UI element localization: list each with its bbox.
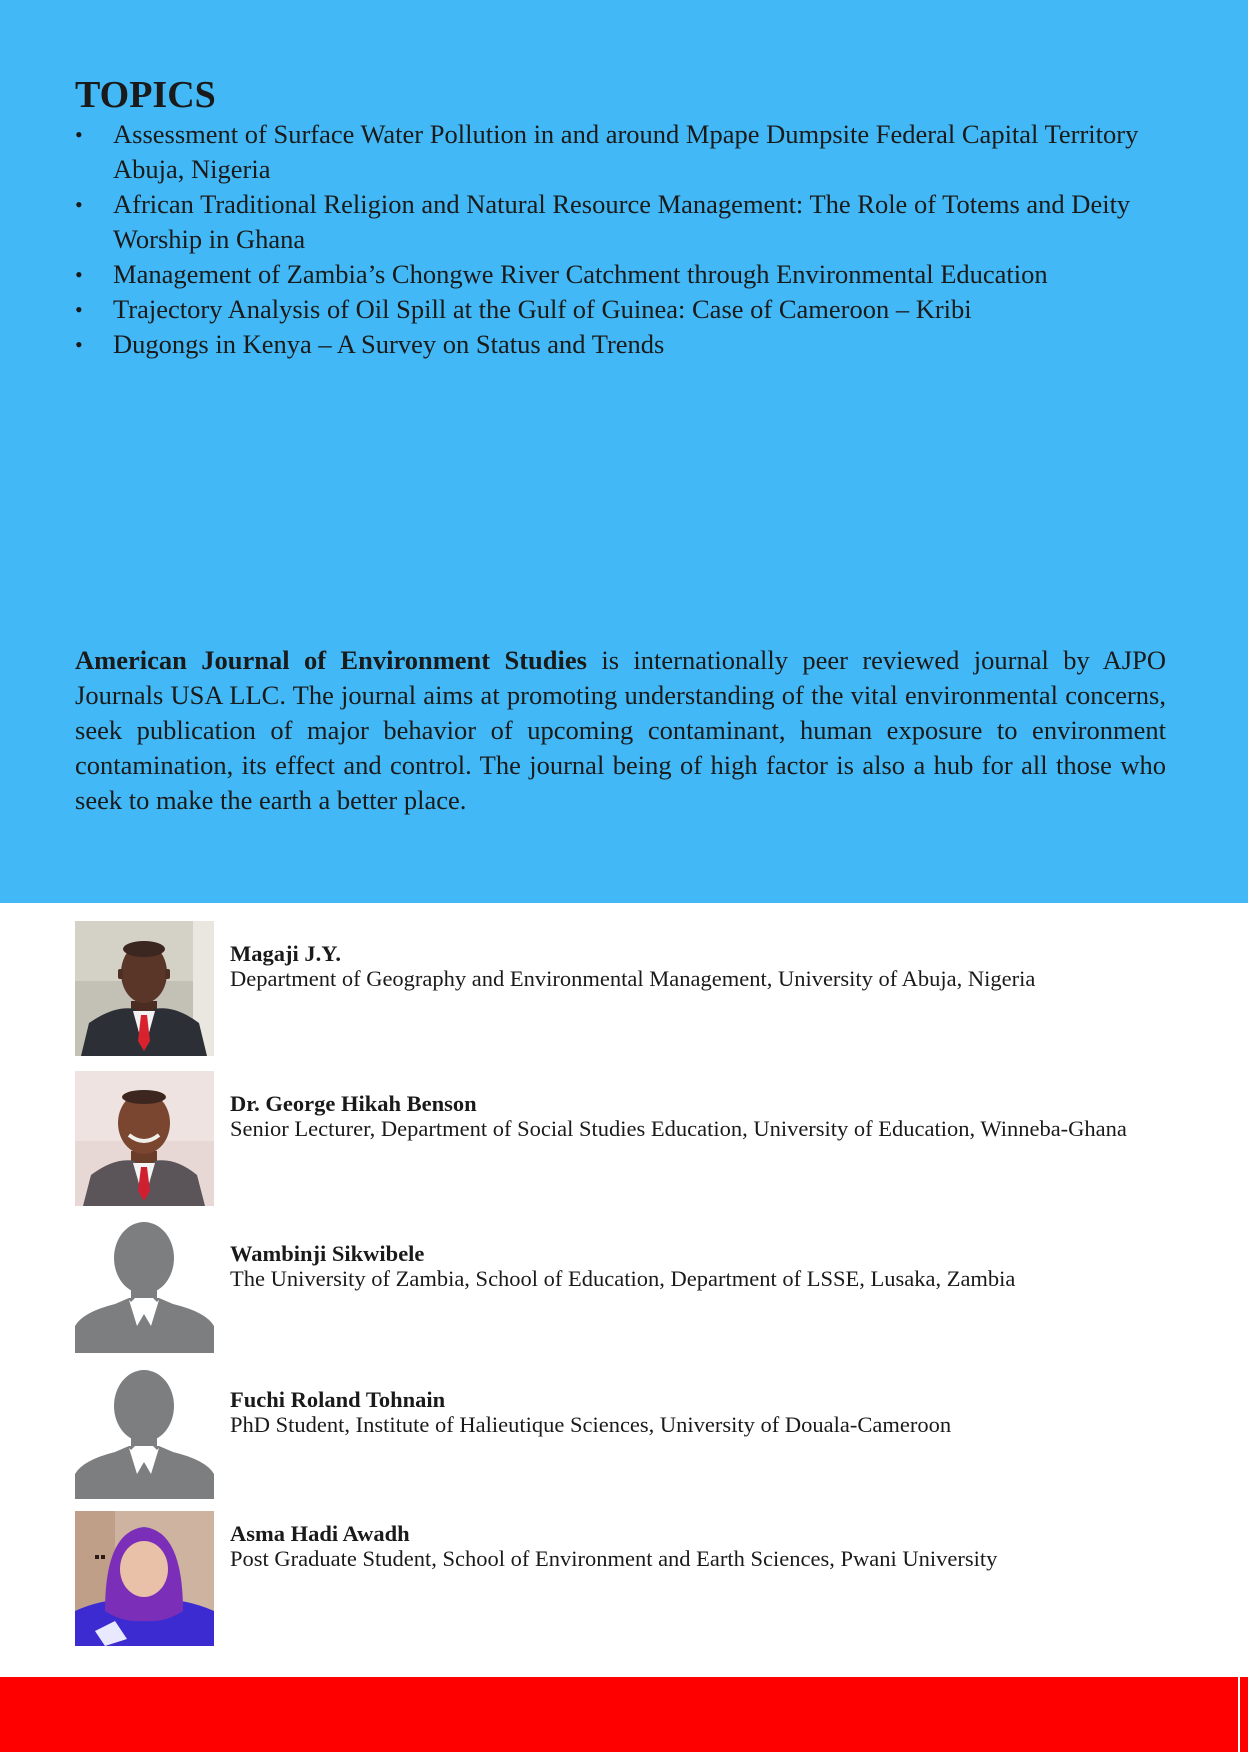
author-card xyxy=(75,1511,1195,1646)
bullet-icon: • xyxy=(75,262,83,287)
author-affiliation: The University of Zambia, School of Education, Department of LSSE, Lusaka, Zambia xyxy=(230,1266,1016,1291)
author-photo-awadh xyxy=(75,1511,214,1646)
topic-item xyxy=(75,327,1185,362)
author-name: Asma Hadi Awadh xyxy=(230,1521,410,1546)
topic-text: Dugongs in Kenya – A Survey on Status and Trends xyxy=(113,329,665,359)
bullet-icon: • xyxy=(75,332,83,357)
author-name: Fuchi Roland Tohnain xyxy=(230,1387,446,1412)
author-card xyxy=(75,1071,1195,1206)
bullet-icon: • xyxy=(75,297,83,322)
topic-item xyxy=(75,117,1185,187)
author-affiliation: PhD Student, Institute of Halieutique Sciences, University of Douala-Cameroon xyxy=(230,1412,952,1437)
journal-description xyxy=(75,643,1166,818)
author-name: Dr. George Hikah Benson xyxy=(230,1091,477,1116)
journal-name: American Journal of Environment Studies xyxy=(75,645,587,675)
topic-text: Assessment of Surface Water Pollution in and around Mpape Dumpsite Federal Capital Territory Abuja, Nigeria xyxy=(113,119,1139,184)
topic-item xyxy=(75,187,1185,257)
bullet-icon: • xyxy=(75,192,83,217)
author-name: Magaji J.Y. xyxy=(230,941,342,966)
topic-text: African Traditional Religion and Natural Resource Management: The Role of Totems and Deity Worship in Ghana xyxy=(113,189,1131,254)
topic-text: Management of Zambia’s Chongwe River Catchment through Environmental Education xyxy=(113,259,1048,289)
author-card xyxy=(75,921,1195,1056)
topic-item xyxy=(75,292,1185,327)
author-card xyxy=(75,1364,1195,1499)
avatar-placeholder-icon xyxy=(75,1364,214,1499)
footer-divider xyxy=(1238,1677,1240,1752)
author-name: Wambinji Sikwibele xyxy=(230,1241,425,1266)
avatar-placeholder-icon xyxy=(75,1218,214,1353)
topic-item xyxy=(75,257,1185,292)
author-affiliation: Post Graduate Student, School of Environment and Earth Sciences, Pwani University xyxy=(230,1546,998,1571)
author-affiliation: Senior Lecturer, Department of Social Studies Education, University of Education, Winneba-Ghana xyxy=(230,1116,1127,1141)
footer-bar xyxy=(0,1677,1248,1752)
topics-heading: TOPICS xyxy=(75,74,216,116)
topics-list xyxy=(75,117,1185,362)
author-affiliation: Department of Geography and Environmental Management, University of Abuja, Nigeria xyxy=(230,966,1036,991)
topic-text: Trajectory Analysis of Oil Spill at the Gulf of Guinea: Case of Cameroon – Kribi xyxy=(113,294,972,324)
author-photo-benson xyxy=(75,1071,214,1206)
author-card xyxy=(75,1218,1195,1353)
author-photo-magaji xyxy=(75,921,214,1056)
journal-description-text: is internationally peer reviewed journal by AJPO Journals USA LLC. The journal aims at promoting understanding of the vital environmental concerns, seek publication of major behavior of upcoming contaminant, human exposure to environment contamination, its effect and control. The journal being of high factor is also a hub for all those who seek to make the earth a better place. xyxy=(75,645,1166,815)
bullet-icon: • xyxy=(75,122,83,147)
